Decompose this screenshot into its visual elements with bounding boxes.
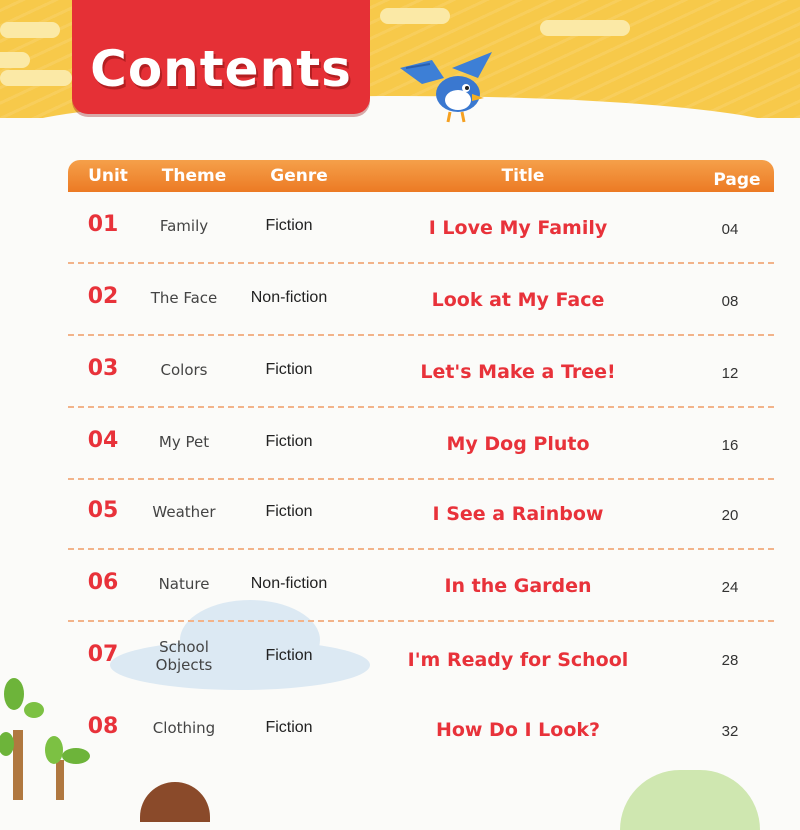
genre-cell: Fiction [265,647,313,664]
title-cell[interactable]: I See a Rainbow [432,503,604,525]
column-header-genre: Genre [270,166,328,186]
contents-heading-box [72,0,370,114]
title-cell[interactable]: My Dog Pluto [446,433,590,455]
theme-cell: My Pet [158,433,210,451]
bluebird-icon [392,38,502,128]
table-row[interactable] [68,478,774,550]
unit-number: 05 [87,498,119,523]
column-header-unit: Unit [88,166,128,186]
table-header [68,160,774,192]
unit-number: 08 [87,714,119,739]
genre-cell: Fiction [265,433,313,450]
theme-cell: Nature [158,575,210,593]
unit-number: 06 [87,570,119,595]
decorative-shape [140,782,210,822]
column-header-theme: Theme [161,166,227,186]
table-row[interactable] [68,622,774,694]
genre-cell: Fiction [265,217,313,234]
title-cell[interactable]: I'm Ready for School [407,649,629,671]
table-row[interactable] [68,264,774,336]
table-row[interactable] [68,336,774,408]
theme-cell: Family [159,217,209,235]
unit-number: 02 [87,284,119,309]
theme-cell: The Face [150,289,218,307]
unit-number: 07 [87,642,119,667]
table-row[interactable] [68,192,774,264]
theme-cell: Weather [152,503,216,521]
page-cell: 24 [721,579,739,596]
genre-cell: Non-fiction [250,289,328,306]
genre-cell: Fiction [265,719,313,736]
table-row[interactable] [68,408,774,480]
genre-cell: Fiction [265,361,313,378]
page-cell: 20 [721,507,739,524]
table-row[interactable] [68,694,774,766]
unit-number: 01 [87,212,119,237]
decorative-shape [620,770,760,830]
genre-cell: Non-fiction [250,575,328,592]
page-title: Contents [90,40,352,98]
unit-number: 03 [87,356,119,381]
title-cell[interactable]: Look at My Face [431,289,605,311]
page-cell: 12 [721,365,739,382]
title-cell[interactable]: How Do I Look? [435,719,601,741]
page-cell: 08 [721,293,739,310]
column-header-page: Page [713,170,761,190]
page-cell: 28 [721,652,739,669]
page-cell: 32 [721,723,739,740]
genre-cell: Fiction [265,503,313,520]
table-row[interactable] [68,550,774,622]
page-cell: 16 [721,437,739,454]
plant-icon [0,670,110,800]
theme-cell: Clothing [152,719,216,737]
title-cell[interactable]: In the Garden [444,575,592,597]
theme-cell: School Objects [155,638,213,674]
unit-number: 04 [87,428,119,453]
theme-cell: Colors [160,361,208,379]
title-cell[interactable]: Let's Make a Tree! [420,361,616,383]
title-cell[interactable]: I Love My Family [428,217,608,239]
page-cell: 04 [721,221,739,238]
column-header-title: Title [501,166,545,186]
